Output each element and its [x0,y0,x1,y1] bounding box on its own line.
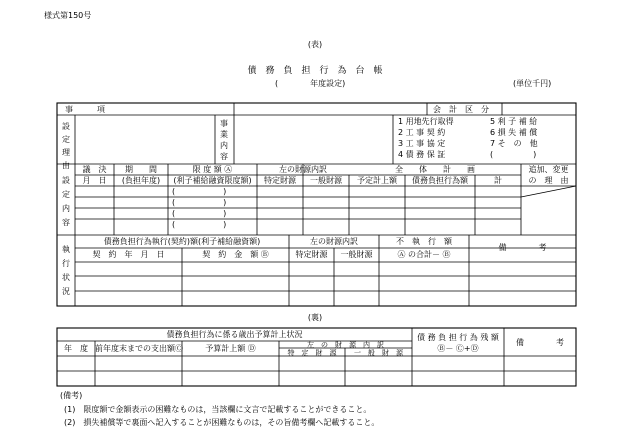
ippan-zaigen-label: 一般財源 [310,176,342,185]
back-left-zaigen-label: 左 の 財 源 内 訳 [307,341,384,349]
jigyou-naiyou-label: 事業内容 [220,119,228,161]
setei-naiyou-label: 設定内容 [62,176,70,227]
rishi-gendo-label: (利子補給融資限度額) [173,176,252,185]
category-6: 6 損 失 補 償 [490,128,538,137]
category-4: 4 債 務 保 証 [398,150,446,159]
keiyaku-nengappi-label: 契 約 年 月 日 [92,250,165,259]
yosan-keijou-label: 予算計上額 Ⓓ [205,344,256,353]
kei-label: 計 [494,176,502,185]
ippan-zaigen-label-2: 一般財源 [340,250,373,259]
page-title: 債 務 負 担 行 為 台 帳 [247,66,383,76]
front-label: (表) [307,40,323,49]
note-2: (2) 損失補償等で裏面へ記入することが困難なものは，その旨備考欄へ記載すること。 [64,418,380,427]
zentai-keikaku-label: 全 体 計 画 [395,165,475,174]
jiko-label: 事 項 [65,105,105,114]
saimu-futan-gaku-label: 債務負担行為額 [412,176,468,185]
nendo-label: 年 度 [64,344,88,353]
back-tokutei-label: 特 定 財 源 [287,349,337,357]
tokutei-zaigen-label: 特定財源 [264,176,296,185]
kikan-label: 期 間 [125,165,157,174]
form-number: 様式第150号 [44,11,92,20]
category-2: 2 工 事 契 約 [398,128,446,137]
giketsu-label: 議 決 [82,165,107,174]
tokutei-zaigen-label-2: 特定財源 [295,250,328,259]
paren-row-2: ( ) [172,198,227,207]
tsuika-henkou-label: 追加、変更 [528,165,569,174]
shikkou-gaku-label: 債務負担行為執行(契約)額(利子補給融資額) [103,237,261,246]
left-zaigen-label: 左の財源内訳 [279,165,327,174]
back-header: 債務負担行為に係る歳出予算計上状況 [166,330,303,339]
bikou-label: 備 考 [498,243,547,252]
back-ippan-label: 一 般 財 源 [354,349,403,357]
yotei-kei-label: 予定計上額 [357,176,397,185]
category-1: 1 用地先行取得 [398,117,454,126]
unit-label: (単位千円) [513,79,552,88]
zennendo-shishutsu-label: 前年度末までの支出額Ⓒ [95,344,183,353]
zandaka-label: 債 務 負 担 行 為 残 額 [417,333,499,342]
tsuki-hi-label: 月 日 [82,176,107,185]
paren-row-1: ( ) [172,187,227,196]
category-8: ( ) [490,150,537,159]
paren-row-3: ( ) [172,209,227,218]
gendogaku-label: 限 度 額 Ⓐ [192,165,233,174]
paren-row-4: ( ) [172,220,227,229]
note-1: (1) 限度額で金額表示の困難なものは，当該欄に文言で記載することができること。 [64,405,372,414]
setei-riyuu-label: 設定理由 [62,122,70,170]
back-bikou-label: 備 考 [516,338,564,347]
category-5: 5 利 子 補 給 [490,117,538,126]
left-zaigen-label-2: 左の財源内訳 [310,237,358,246]
a-no-goukei-label: Ⓐ の合計－ Ⓑ [397,250,451,259]
category-7: 7 そ の 他 [490,139,538,148]
notes-heading: (備考) [60,391,83,400]
back-label: (裏) [307,313,323,322]
keiyaku-kingaku-label: 契 約 金 額 Ⓑ [202,250,269,259]
category-3: 3 工 事 協 定 [398,139,446,148]
fushikkou-gaku-label: 不 執 行 額 [396,237,452,246]
year-setting: ( 年度設定) [275,79,346,88]
sono-riyuu-label: の 理 由 [528,176,569,185]
formula-label: Ⓑ－ Ⓒ+Ⓓ [437,344,479,353]
kaikei-kubun-label: 会 計 区 分 [433,105,489,114]
futan-nendo-label: (負担年度) [121,176,161,185]
shikkou-joukyou-label: 執行状況 [62,245,70,296]
